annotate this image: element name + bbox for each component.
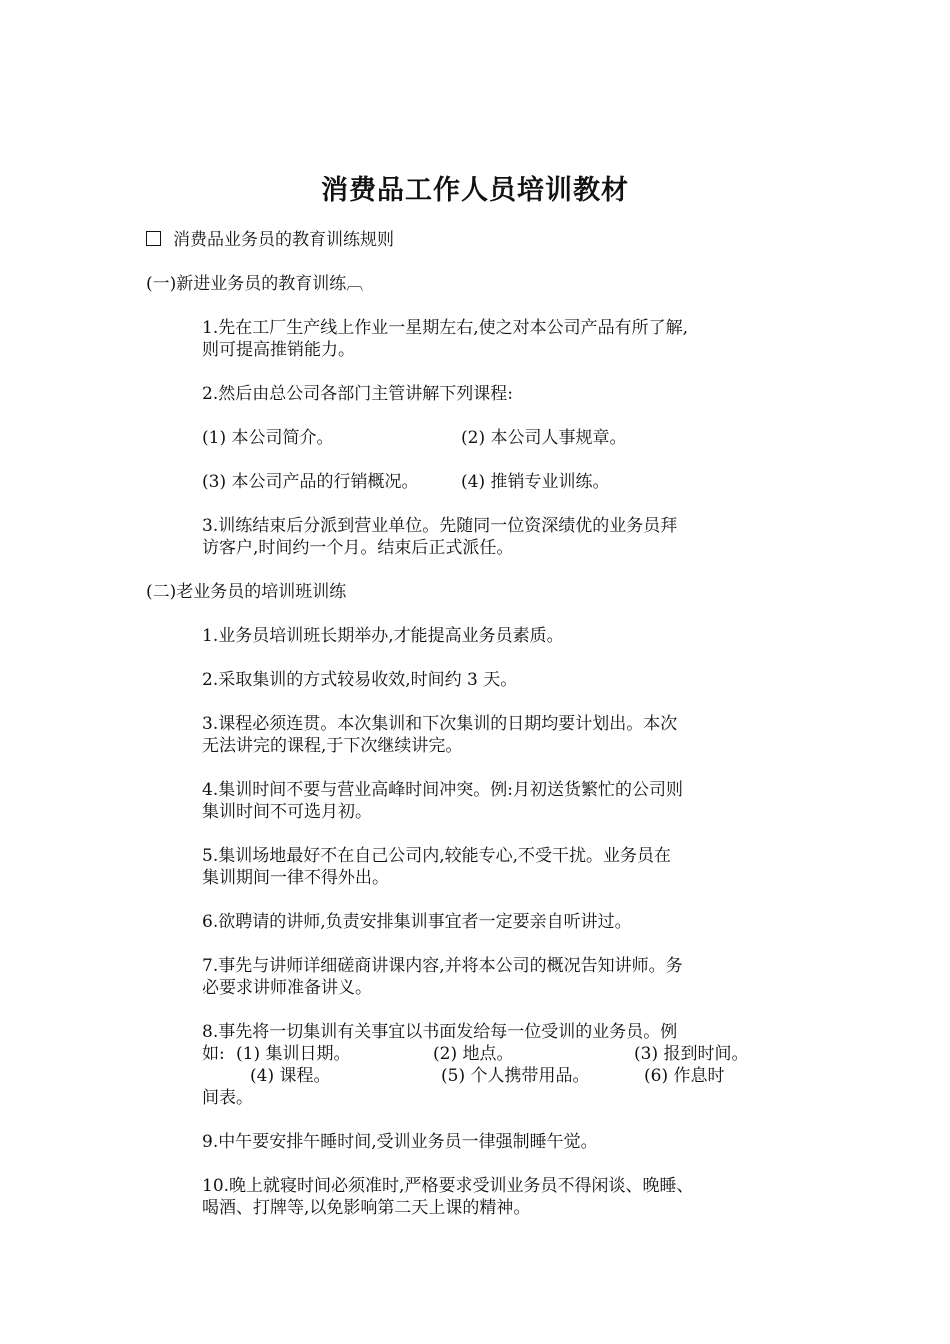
- part2-item9: 9.中午要安排午睡时间,受训业务员一律强制睡午觉。: [202, 1132, 598, 1152]
- part2-item4-line2: 集训时间不可选月初。: [202, 802, 372, 822]
- part2-item2: 2.采取集训的方式较易收效,时间约 3 天。: [202, 670, 518, 690]
- item8-option: (5) 个人携带用品。: [441, 1066, 590, 1086]
- course-item: (4) 推销专业训练。: [461, 472, 610, 492]
- part1-item2: 2.然后由总公司各部门主管讲解下列课程:: [202, 384, 513, 404]
- part2-item1: 1.业务员培训班长期举办,才能提高业务员素质。: [202, 626, 564, 646]
- part2-item7-line2: 必要求讲师准备讲义。: [202, 978, 372, 998]
- part2-item5-line2: 集训期间一律不得外出。: [202, 868, 389, 888]
- part2-item10-line1: 10.晚上就寝时间必须准时,严格要求受训业务员不得闲谈、晚睡、: [202, 1176, 694, 1196]
- part2-item8-line4: 间表。: [202, 1088, 253, 1108]
- item8-option: (2) 地点。: [433, 1044, 514, 1064]
- course-item: (2) 本公司人事规章。: [461, 428, 627, 448]
- part1-item1-line2: 则可提高推销能力。: [202, 340, 355, 360]
- part2-item10-line2: 喝酒、打牌等,以免影响第二天上课的精神。: [202, 1198, 531, 1218]
- part1-item3-line2: 访客户,时间约一个月。结束后正式派任。: [202, 538, 514, 558]
- part2-heading: (二)老业务员的培训班训练: [146, 582, 347, 602]
- part2-item6: 6.欲聘请的讲师,负责安排集训事宜者一定要亲自听讲过。: [202, 912, 632, 932]
- section-heading: [146, 229, 394, 251]
- item8-option: (1) 集训日期。: [236, 1044, 351, 1064]
- part2-item7-line1: 7.事先与讲师详细磋商讲课内容,并将本公司的概况告知讲师。务: [202, 956, 683, 976]
- part2-item4-line1: 4.集训时间不要与营业高峰时间冲突。例:月初送货繁忙的公司则: [202, 780, 683, 800]
- part1-item1-line1: 1.先在工厂生产线上作业一星期左右,使之对本公司产品有所了解,: [202, 318, 689, 338]
- part2-item3-line2: 无法讲完的课程,于下次继续讲完。: [202, 736, 463, 756]
- part2-item5-line1: 5.集训场地最好不在自己公司内,较能专心,不受干扰。业务员在: [202, 846, 672, 866]
- section-heading-text: 消费品业务员的教育训练规则: [173, 230, 394, 250]
- part2-item3-line1: 3.课程必须连贯。本次集训和下次集训的日期均要计划出。本次: [202, 714, 678, 734]
- heading-mark: ︹: [346, 274, 364, 294]
- checkbox-square-icon: [146, 231, 161, 246]
- item8-option: (6) 作息时: [644, 1066, 725, 1086]
- item8-option: (3) 报到时间。: [634, 1044, 749, 1064]
- part1-item3-line1: 3.训练结束后分派到营业单位。先随同一位资深绩优的业务员拜: [202, 516, 678, 536]
- course-item: (1) 本公司简介。: [202, 428, 334, 448]
- course-item: (3) 本公司产品的行销概况。: [202, 472, 419, 492]
- item8-option: (4) 课程。: [250, 1066, 331, 1086]
- item8-prefix: 如:: [202, 1044, 225, 1064]
- document-title: 消费品工作人员培训教材: [321, 175, 629, 206]
- part1-heading: (一)新进业务员的教育训练︹: [146, 274, 364, 294]
- part2-item8-line1: 8.事先将一切集训有关事宜以书面发给每一位受训的业务员。例: [202, 1022, 678, 1042]
